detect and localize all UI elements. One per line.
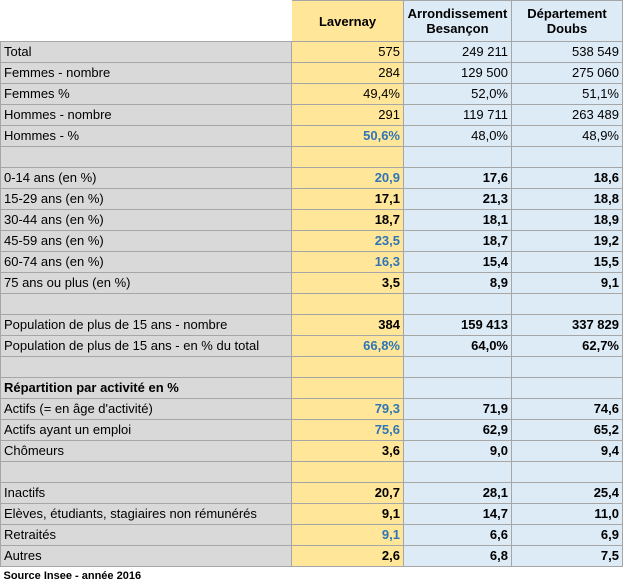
departement-value: 6,9: [512, 525, 623, 546]
row-label: 45-59 ans (en %): [1, 231, 292, 252]
table-row: [1, 420, 623, 441]
arrondissement-value: 9,0: [404, 441, 512, 462]
departement-value: [512, 462, 623, 483]
table-row: [1, 483, 623, 504]
row-label: 15-29 ans (en %): [1, 189, 292, 210]
source-blank: [292, 567, 404, 586]
row-label: Inactifs: [1, 483, 292, 504]
departement-value: [512, 357, 623, 378]
arrondissement-value: [404, 147, 512, 168]
arrondissement-value: 6,6: [404, 525, 512, 546]
row-label: Actifs ayant un emploi: [1, 420, 292, 441]
arrondissement-value: 119 711: [404, 105, 512, 126]
table-row: [1, 546, 623, 567]
lavernay-value: 75,6: [292, 420, 404, 441]
departement-value: 11,0: [512, 504, 623, 525]
arrondissement-value: 14,7: [404, 504, 512, 525]
lavernay-value: 9,1: [292, 525, 404, 546]
table-row: [1, 315, 623, 336]
table-row: [1, 189, 623, 210]
departement-value: [512, 378, 623, 399]
departement-value: 7,5: [512, 546, 623, 567]
table-row: [1, 63, 623, 84]
row-label: [1, 462, 292, 483]
departement-value: 74,6: [512, 399, 623, 420]
departement-value: 337 829: [512, 315, 623, 336]
row-label: 75 ans ou plus (en %): [1, 273, 292, 294]
lavernay-value: 79,3: [292, 399, 404, 420]
spacer-row: [1, 462, 623, 483]
lavernay-value: 3,6: [292, 441, 404, 462]
arrondissement-value: [404, 378, 512, 399]
arrondissement-value: 21,3: [404, 189, 512, 210]
departement-value: 9,4: [512, 441, 623, 462]
departement-value: 18,9: [512, 210, 623, 231]
row-label: Population de plus de 15 ans - nombre: [1, 315, 292, 336]
row-label: [1, 294, 292, 315]
table-row: [1, 84, 623, 105]
lavernay-value: 9,1: [292, 504, 404, 525]
table-row: [1, 105, 623, 126]
lavernay-value: [292, 294, 404, 315]
departement-value: 62,7%: [512, 336, 623, 357]
departement-value: 538 549: [512, 42, 623, 63]
table-row: [1, 399, 623, 420]
arrondissement-value: 17,6: [404, 168, 512, 189]
row-label: Actifs (= en âge d'activité): [1, 399, 292, 420]
arrondissement-value: [404, 357, 512, 378]
row-label: Hommes - nombre: [1, 105, 292, 126]
arrondissement-value: [404, 294, 512, 315]
lavernay-value: 3,5: [292, 273, 404, 294]
row-label: Autres: [1, 546, 292, 567]
lavernay-value: 66,8%: [292, 336, 404, 357]
source-blank: [404, 567, 512, 586]
table-row: [1, 231, 623, 252]
lavernay-value: 18,7: [292, 210, 404, 231]
row-label: 0-14 ans (en %): [1, 168, 292, 189]
lavernay-value: 384: [292, 315, 404, 336]
table-row: [1, 252, 623, 273]
table-row: [1, 168, 623, 189]
header-lavernay: Lavernay: [292, 1, 404, 42]
lavernay-value: 575: [292, 42, 404, 63]
lavernay-value: 20,7: [292, 483, 404, 504]
source-note: Source Insee - année 2016: [1, 567, 292, 586]
departement-value: 15,5: [512, 252, 623, 273]
row-label: Chômeurs: [1, 441, 292, 462]
spacer-row: [1, 357, 623, 378]
table-row: [1, 504, 623, 525]
arrondissement-value: 6,8: [404, 546, 512, 567]
header-departement: [512, 1, 623, 42]
row-label: 30-44 ans (en %): [1, 210, 292, 231]
section-heading: Répartition par activité en %: [1, 378, 292, 399]
arrondissement-value: 18,7: [404, 231, 512, 252]
spacer-row: [1, 294, 623, 315]
table-row: [1, 525, 623, 546]
table-row: [1, 210, 623, 231]
row-label: Elèves, étudiants, stagiaires non rémunérés: [1, 504, 292, 525]
lavernay-value: 16,3: [292, 252, 404, 273]
departement-value: 275 060: [512, 63, 623, 84]
lavernay-value: [292, 357, 404, 378]
departement-value: 48,9%: [512, 126, 623, 147]
header-departement-line2: Doubs: [546, 21, 588, 36]
lavernay-value: 291: [292, 105, 404, 126]
row-label: Population de plus de 15 ans - en % du total: [1, 336, 292, 357]
table-row: [1, 336, 623, 357]
source-row: [1, 567, 623, 586]
departement-value: 18,8: [512, 189, 623, 210]
arrondissement-value: 18,1: [404, 210, 512, 231]
header-arrondissement: [404, 1, 512, 42]
departement-value: [512, 147, 623, 168]
lavernay-value: [292, 147, 404, 168]
table-row: [1, 441, 623, 462]
arrondissement-value: 28,1: [404, 483, 512, 504]
header-arrondissement-line2: Besançon: [426, 21, 489, 36]
departement-value: [512, 294, 623, 315]
lavernay-value: 49,4%: [292, 84, 404, 105]
header-corner: [1, 1, 292, 42]
arrondissement-value: 8,9: [404, 273, 512, 294]
arrondissement-value: 48,0%: [404, 126, 512, 147]
lavernay-value: 284: [292, 63, 404, 84]
header-departement-line1: Département: [527, 6, 607, 21]
table-row: [1, 126, 623, 147]
table-row: [1, 273, 623, 294]
departement-value: 51,1%: [512, 84, 623, 105]
arrondissement-value: 52,0%: [404, 84, 512, 105]
row-label: Total: [1, 42, 292, 63]
source-blank: [512, 567, 623, 586]
row-label: 60-74 ans (en %): [1, 252, 292, 273]
arrondissement-value: 15,4: [404, 252, 512, 273]
arrondissement-value: 159 413: [404, 315, 512, 336]
header-row: [1, 1, 623, 42]
section-heading-row: [1, 378, 623, 399]
row-label: Retraités: [1, 525, 292, 546]
row-label: Hommes - %: [1, 126, 292, 147]
departement-value: 65,2: [512, 420, 623, 441]
departement-value: 9,1: [512, 273, 623, 294]
table-row: [1, 42, 623, 63]
arrondissement-value: 62,9: [404, 420, 512, 441]
lavernay-value: 17,1: [292, 189, 404, 210]
row-label: [1, 147, 292, 168]
arrondissement-value: 71,9: [404, 399, 512, 420]
departement-value: 25,4: [512, 483, 623, 504]
header-arrondissement-line1: Arrondissement: [407, 6, 508, 21]
arrondissement-value: 249 211: [404, 42, 512, 63]
lavernay-value: 23,5: [292, 231, 404, 252]
arrondissement-value: 64,0%: [404, 336, 512, 357]
lavernay-value: 20,9: [292, 168, 404, 189]
lavernay-value: [292, 462, 404, 483]
lavernay-value: [292, 378, 404, 399]
departement-value: 18,6: [512, 168, 623, 189]
departement-value: 263 489: [512, 105, 623, 126]
departement-value: 19,2: [512, 231, 623, 252]
row-label: Femmes %: [1, 84, 292, 105]
lavernay-value: 2,6: [292, 546, 404, 567]
spacer-row: [1, 147, 623, 168]
row-label: [1, 357, 292, 378]
row-label: Femmes - nombre: [1, 63, 292, 84]
arrondissement-value: 129 500: [404, 63, 512, 84]
arrondissement-value: [404, 462, 512, 483]
lavernay-value: 50,6%: [292, 126, 404, 147]
